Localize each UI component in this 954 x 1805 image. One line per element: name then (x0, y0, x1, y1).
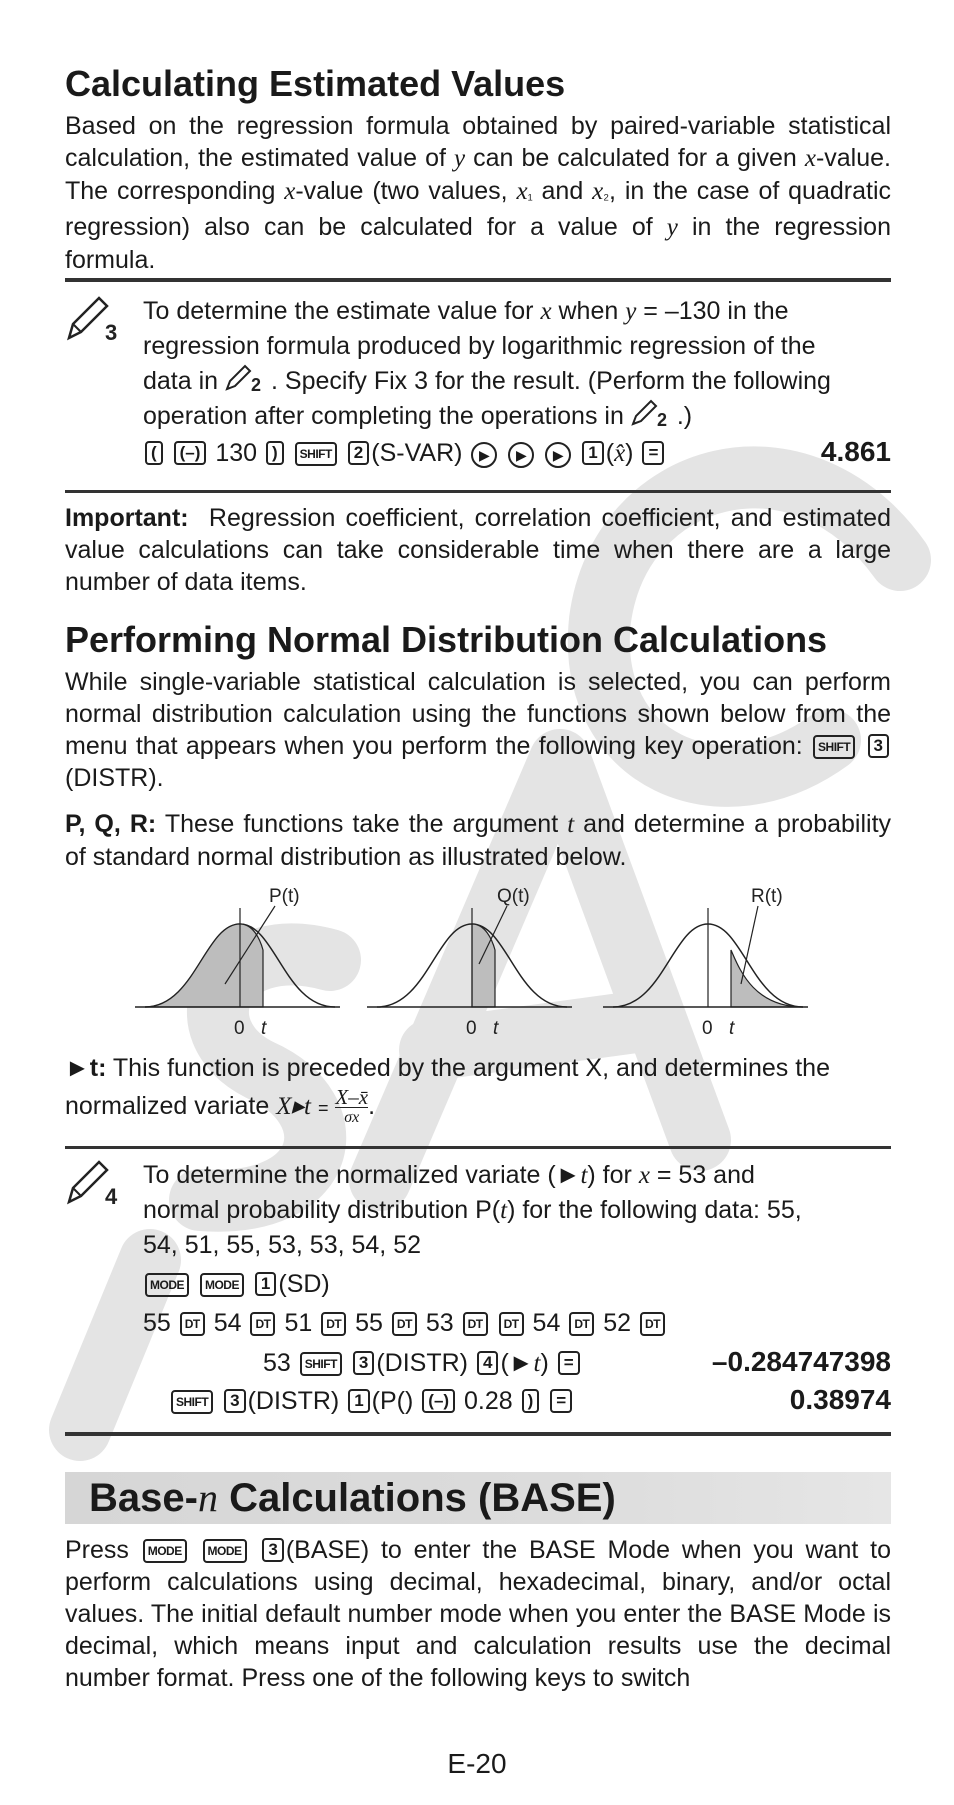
key-3: 3 (353, 1351, 374, 1375)
pencil-ref-icon (631, 398, 677, 428)
key-dt: DT (569, 1312, 594, 1336)
graph-r (603, 886, 808, 1039)
divider (65, 278, 891, 282)
key-shift: SHIFT (300, 1352, 342, 1376)
example3-result: 4.861 (820, 436, 891, 467)
key-dt: DT (392, 1312, 417, 1336)
key-close-paren: ) (522, 1389, 540, 1413)
key-shift: SHIFT (813, 735, 855, 759)
key-shift: SHIFT (171, 1390, 213, 1414)
key-3: 3 (224, 1389, 245, 1413)
example4-text: To determine the normalized variate (►t) for x = 53 and normal probability distribution P(t) for the following data: 55, 54, 51, 55, 53, 53, 54, 52 (143, 1161, 802, 1259)
key-dt: DT (640, 1312, 665, 1336)
graph-p (135, 886, 340, 1039)
section-body-base: Press MODE MODE 3 (BASE) to enter the BASE Mode when you want to perform calculations using decimal, hexadecimal, binary, and/or octal values. The initial default number mode when you enter the BASE Mode is decimal, which means input and calculation results use the decimal number format. Press one of the following keys to switch (65, 1536, 891, 1692)
key-mode: MODE (145, 1273, 189, 1297)
example-number: 3 (105, 320, 118, 344)
section-title-normal-distribution: Performing Normal Distribution Calculations (65, 619, 828, 660)
graph-label-r: R(t) (751, 886, 783, 907)
example-number: 4 (105, 1184, 118, 1208)
example3-text: To determine the estimate value for x when y = –130 in the regression formula produced by logarithmic regression of the data in 2 . Specify Fix 3 for the result. (Perform the following operation after completing the operations in 2 .) (143, 297, 831, 430)
graph-label-p: P(t) (269, 886, 300, 907)
svg-text:0: 0 (702, 1018, 713, 1039)
key-1: 1 (255, 1272, 276, 1296)
key-equals: = (558, 1351, 580, 1375)
example4-operation-2: SHIFT 3 (DISTR) 1 (P() (–) 0.28 ) = (169, 1384, 574, 1418)
key-1: 1 (582, 441, 603, 465)
svg-text:t: t (261, 1018, 267, 1039)
key-dt: DT (321, 1312, 346, 1336)
divider (65, 1432, 891, 1436)
key-negative: (–) (174, 441, 207, 465)
pencil-example-icon (65, 1158, 123, 1208)
svg-text:0: 0 (466, 1018, 477, 1039)
key-equals: = (642, 441, 664, 465)
key-dt: DT (463, 1312, 488, 1336)
key-3: 3 (262, 1538, 283, 1562)
formula-lhs: X▸t (276, 1093, 311, 1120)
example4-result-1: –0.284747398 (711, 1346, 891, 1377)
important-note: Important: Regression coefficient, correlation coefficient, and estimated value calculations can take considerable time when there are a large number of data items. (65, 504, 891, 596)
svg-text:t: t (729, 1018, 735, 1039)
key-3: 3 (868, 734, 889, 758)
divider (65, 490, 891, 493)
example4-operation-1: 53 SHIFT 3 (DISTR) 4 (►t) = (263, 1346, 582, 1381)
key-negative: (–) (422, 1389, 455, 1413)
section-body-normal-distribution: While single-variable statistical calculation is selected, you can perform normal distribution calculation using the functions shown below from the menu that appears when you perform the following key operation: SHIFT 3(DISTR). (65, 668, 891, 792)
key-dt: DT (499, 1312, 524, 1336)
key-2: 2 (348, 441, 369, 465)
key-mode: MODE (203, 1539, 247, 1563)
t-function-description: ►t: This function is preceded by the argument X, and determines the (65, 1054, 830, 1082)
svg-text:2: 2 (656, 410, 667, 428)
key-mode: MODE (200, 1273, 244, 1297)
svg-text:2: 2 (251, 375, 262, 393)
example4-data-entry: 55 DT 54 DT 51 DT 55 DT 53 DT DT 54 DT 52 DT (143, 1306, 667, 1340)
graph-label-q: Q(t) (497, 886, 530, 907)
section-title-estimated-values: Calculating Estimated Values (65, 63, 566, 104)
svg-text:0: 0 (234, 1018, 245, 1039)
example4-mode-keys: MODE MODE 1 (SD) (143, 1267, 330, 1301)
key-shift: SHIFT (295, 442, 337, 466)
example4-result-2: 0.38974 (789, 1384, 891, 1415)
section-title-base: Base-n Calculations (BASE) (89, 1475, 616, 1520)
pencil-example-icon (65, 294, 123, 344)
normalized-variate-line: normalized variate X▸t = X–x̄ σx . (65, 1084, 376, 1126)
key-right-arrow-icon: ▶ (508, 442, 534, 468)
formula-fraction: X–x̄ σx (335, 1084, 369, 1126)
graph-q (367, 886, 572, 1039)
pqr-description: P, Q, R: These functions take the argument t and determine a probability of standard normal distribution as illustrated below. (65, 810, 892, 871)
key-1: 1 (348, 1389, 369, 1413)
svg-text:t: t (493, 1018, 499, 1039)
key-right-arrow-icon: ▶ (545, 442, 571, 468)
normal-distribution-figures (135, 884, 835, 1044)
example3-keys: ( (–) 130 ) SHIFT 2 (S-VAR) ▶ ▶ ▶ 1 (x̂) = (143, 436, 666, 471)
key-dt: DT (250, 1312, 275, 1336)
key-equals: = (550, 1389, 572, 1413)
key-mode: MODE (143, 1539, 187, 1563)
page-number: E-20 (447, 1748, 507, 1779)
key-close-paren: ) (266, 441, 284, 465)
pencil-ref-icon (225, 363, 271, 393)
key-right-arrow-icon: ▶ (471, 442, 497, 468)
key-4: 4 (477, 1351, 498, 1375)
key-dt: DT (180, 1312, 205, 1336)
key-open-paren: ( (145, 441, 163, 465)
divider (65, 1146, 891, 1149)
section-body-estimated-values: Based on the regression formula obtained by paired-variable statistical calculation, the estimated value of y can be calculated for a given x-value. The corresponding x-value (two values, x₁ and x₂, in the case of quadratic regression) also can be calculated for a value of y in the regression formula. (65, 112, 892, 274)
section-banner-base (65, 1472, 891, 1524)
